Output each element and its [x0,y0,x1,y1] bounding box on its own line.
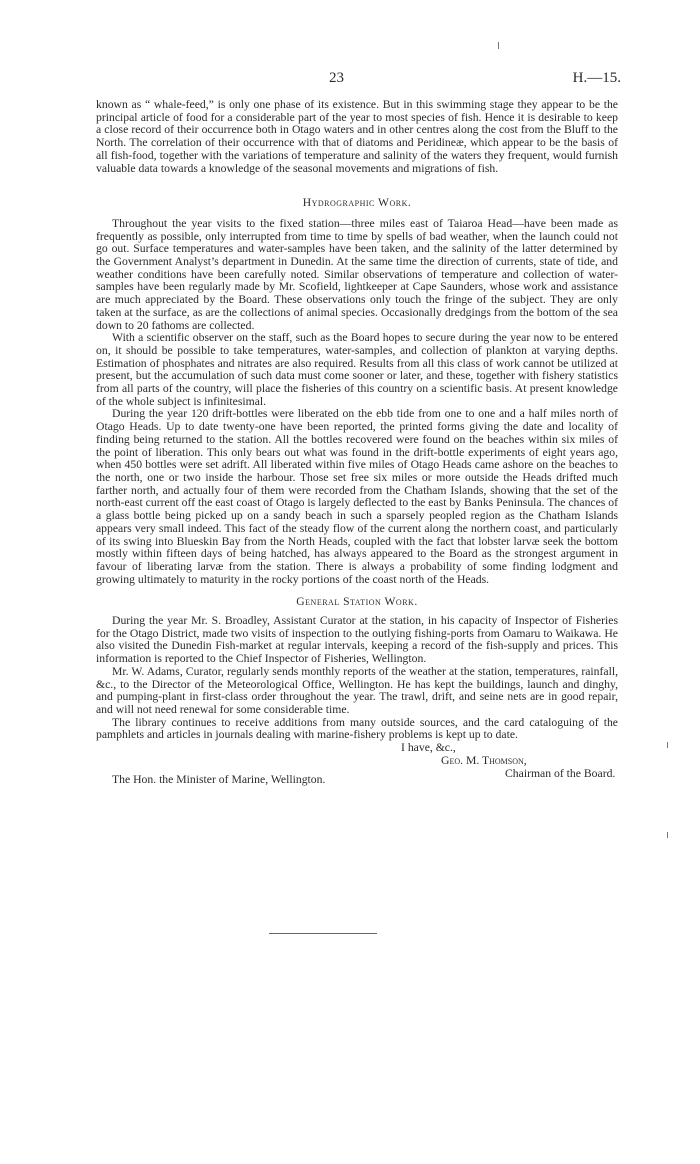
section-heading-hydrographic: Hydrographic Work. [302,196,412,210]
paragraph: The library continues to receive additions from many outside sources, and the card cataloguing of the pamphlets and articles in journals dealing with marine-fishery problems is kept up to date. [96,715,618,742]
signatory-title: Chairman of the Board. [505,767,616,781]
paragraph: With a scientific observer on the staff, such as the Board hopes to secure during the year now to be entered on, it should be possible to take temperatures, water-samples, and collection of plankton at varying depths. Estimation of phosphates and nitrates are also required. Results from all this class of work cannot be utilized at present, but the accumulation of such data must come sooner or later, and these, together with fishery statistics from all parts of the country, will place the fisheries of this country on a scientific basis. At present knowledge of the whole subject is infinitesimal. [96,331,618,408]
paragraph: During the year 120 drift-bottles were liberated on the ebb tide from one to one and a half miles north of Otago Heads. Up to date twenty-one have been reported, the printed forms giving the date and locality of finding being returned to the station. All the bottles recovered were found on the beaches within six miles of the point of liberation. This only bears out what was found in the drift-bottle experiments of eight years ago, when 450 bottles were set adrift. All liberated within five miles of Otago Heads came ashore on the beaches to the north, one or two inside the harbour. Those set free six miles or more outside the Heads drifted much farther north, and actually four of them were recorded from the Chatham Islands, showing that the set of the north-east current off the east coast of Otago is largely deflected to the east by Banks Peninsula. The chances of a glass bottle being picked up on a sandy beach in such a sparsely peopled region as the Chatham Islands appears very small indeed. This fact of the steady flow of the current along the northern coast, and particularly of its swing into Blueskin Bay from the North Heads, coupled with the fact that lobster larvæ seek the bottom mostly within fifteen days of being hatched, has always appeared to the Board as the strongest argument in favour of liberating larvæ from the station. There is always a probability of some finding lodgment and growing ultimately to maturity in the rocky portions of the coast north of the Heads. [96,407,618,586]
page-header [0,70,700,92]
closing-salutation: I have, &c., [401,741,456,755]
intro-paragraph: known as “ whale-feed,” is only one phase of its existence. But in this swimming stage they appear to be the principal article of food for a considerable part of the year to most species of fish. Hence it is desirable to keep a close record of their occurrence both in Otago waters and in other centres along the cost from the Bluff to the North. The correlation of their occurrence with that of diatoms and Peridineæ, which appear to be the basis of all fish-food, together with the variations of temperature and salinity of the waters they frequent, would furnish valuable data towards a knowledge of the seasonal movements and migrations of fish. [96,98,618,175]
paragraph: During the year Mr. S. Broadley, Assistant Curator at the station, in his capacity of Inspector of Fisheries for the Otago District, made two visits of inspection to the outlying fishing-ports from Oamaru to Waikawa. He also visited the Dunedin Fish-market at regular intervals, keeping a record of the fish-supply and prices. This information is reported to the Chief Inspector of Fisheries, Wellington. [96,614,618,666]
page-number: 23 [329,70,344,86]
signatory-name: Geo. M. Thomson, [441,754,527,768]
letter-closing [96,742,618,804]
section-heading-general: General Station Work. [296,595,418,609]
margin-mark [667,742,668,748]
document-reference: H.—15. [572,70,621,86]
addressee: The Hon. the Minister of Marine, Wellington. [112,773,326,787]
paragraph: Mr. W. Adams, Curator, regularly sends monthly reports of the weather at the station, temperatures, rainfall, &c., to the Director of the Meteorological Office, Wellington. He has kept the buildings, launch and dinghy, and pumping-plant in first-class order throughout the year. The trawl, drift, and seine nets are in good repair, and will not need renewal for some considerable time. [96,664,618,716]
end-rule [269,933,377,934]
body-text [96,99,618,804]
paragraph: Throughout the year visits to the fixed station—three miles east of Taiaroa Head—have been made as frequently as possible, only interrupted from time to time by spells of bad weather, when the launch could not go out. Surface temperatures and water-samples have been taken, and the salinity of the latter determined by the Government Analyst’s department in Dunedin. At the same time the direction of currents, state of tide, and weather conditions have been carefully noted. Similar observations of temperature and collection of water-samples have been regularly made by Mr. Scofield, lightkeeper at Cape Saunders, whose work and assistance are much appreciated by the Board. These observations only touch the fringe of the subject. They are only taken at the surface, as are the collections of animal species. Occasionally dredgings from the bottom of the sea down to 20 fathoms are collected. [96,216,618,332]
margin-mark [498,42,499,49]
margin-mark [667,832,668,838]
